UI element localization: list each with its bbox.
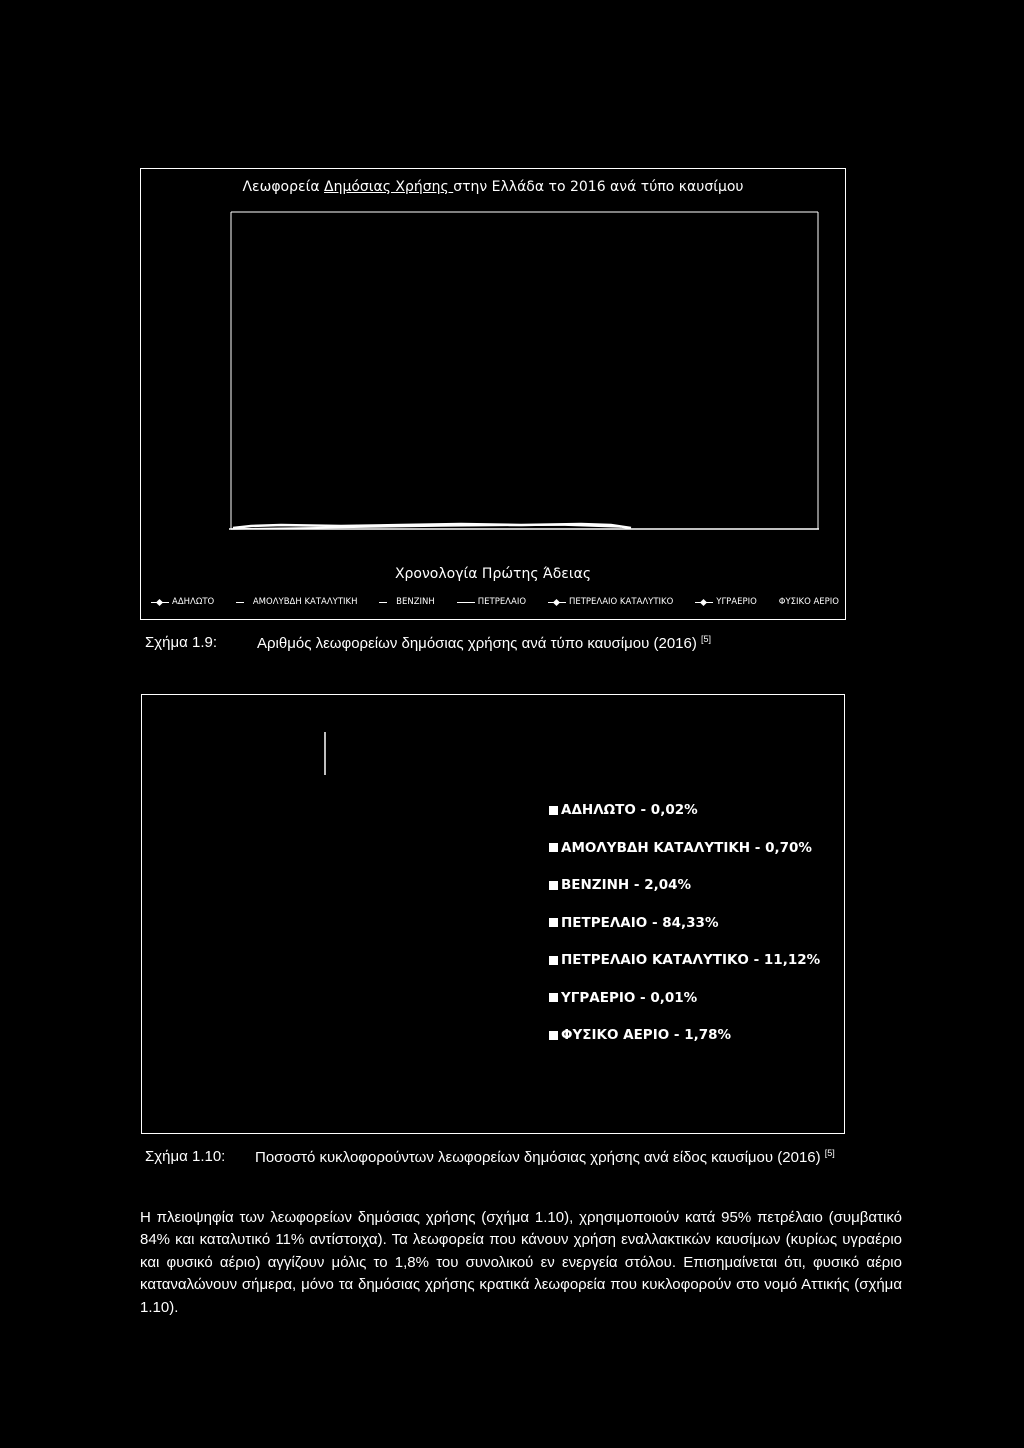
legend-item: ΑΜΟΛΥΒΔΗ ΚΑΤΑΛΥΤΙΚΗ - 0,70% <box>549 839 820 857</box>
pie-legend <box>549 801 820 1064</box>
legend-item: ΠΕΤΡΕΛΑΙΟ <box>457 597 526 607</box>
body-paragraph: Η πλειοψηφία των λεωφορείων δημόσιας χρήσης (σχήμα 1.10), χρησιμοποιούν κατά 95% πετρέλαιο (συμβατικό 84% και καταλυτικό 11% αντίστοιχα). Τα λεωφορεία που κάνουν χρήση εναλλακτικών καυσίμων (κυρίως υγραέριο και φυσικό αέριο) αγγίζουν μόλις το 1,8% του συνολικού εν ενεργεία στόλου. Επισημαίνεται ότι, φυσικό αέριο καταναλώνουν σήμερα, μόνο τα δημόσιας χρήσης κρατικά λεωφορεία που κυκλοφορούν στο νομό Αττικής (σχήμα 1.10). <box>140 1209 902 1316</box>
legend-item: ΥΓΡΑΕΡΙΟ - 0,01% <box>549 989 820 1007</box>
legend-swatch <box>549 881 558 890</box>
legend-item: ΥΓΡΑΕΡΙΟ <box>695 597 757 607</box>
fuel-pie-chart <box>141 694 845 1134</box>
legend-item: ΑΔΗΛΩΤΟ <box>151 597 214 607</box>
x-axis-label: Χρονολογία Πρώτης Άδειας <box>394 566 592 582</box>
figure-caption-1-9: Σχήμα 1.9: Αριθμός λεωφορείων δημόσιας χρήσης ανά τύπο καυσίμου (2016) [5] <box>145 634 712 652</box>
legend-item: ΦΥΣΙΚΟ ΑΕΡΙΟ <box>778 597 839 607</box>
legend-swatch <box>549 956 558 965</box>
legend-swatch <box>549 1031 558 1040</box>
legend-item: ΒΕΝΖΙΝΗ - 2,04% <box>549 876 820 894</box>
legend-swatch <box>549 993 558 1002</box>
legend-swatch <box>549 843 558 852</box>
figure-caption-1-10: Σχήμα 1.10: Ποσοστό κυκλοφορούντων λεωφορείων δημόσιας χρήσης ανά είδος καυσίμου (2016) [5] <box>145 1148 835 1166</box>
legend-item: ΠΕΤΡΕΛΑΙΟ - 84,33% <box>549 914 820 932</box>
pie-area <box>142 695 542 895</box>
chart-title: Λεωφορεία Δημόσιας Χρήσης στην Ελλάδα το 2016 ανά τύπο καυσίμου <box>242 179 744 195</box>
plot-area <box>141 169 845 619</box>
legend-item: ΑΜΟΛΥΒΔΗ ΚΑΤΑΛΥΤΙΚΗ <box>236 597 357 607</box>
legend-item: ΦΥΣΙΚΟ ΑΕΡΙΟ - 1,78% <box>549 1026 820 1044</box>
legend-swatch <box>549 806 558 815</box>
fuel-line-chart <box>140 168 846 620</box>
legend-swatch <box>549 918 558 927</box>
legend-item: ΠΕΤΡΕΛΑΙΟ ΚΑΤΑΛΥΤΙΚΟ - 11,12% <box>549 951 820 969</box>
legend-item: ΒΕΝΖΙΝΗ <box>379 597 434 607</box>
legend-item: ΠΕΤΡΕΛΑΙΟ ΚΑΤΑΛΥΤΙΚΟ <box>548 597 673 607</box>
line-chart-legend <box>151 597 839 607</box>
legend-item: ΑΔΗΛΩΤΟ - 0,02% <box>549 801 820 819</box>
